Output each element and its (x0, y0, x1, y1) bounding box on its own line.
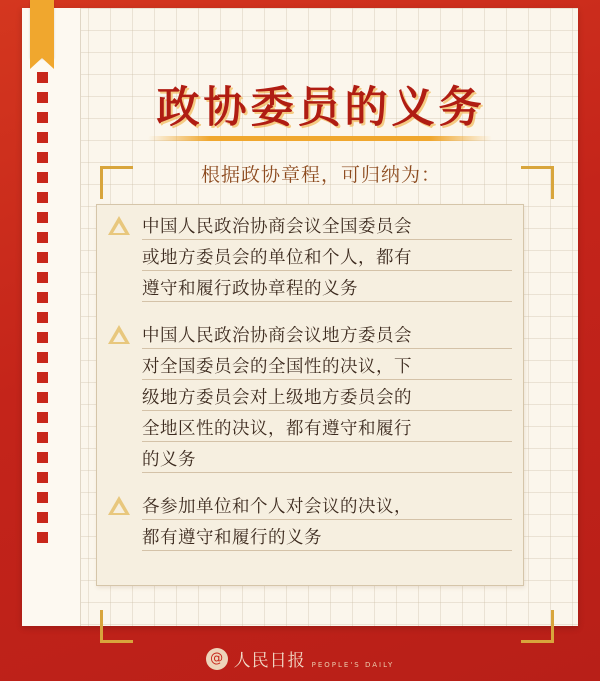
corner-bracket-bottom-right-icon (521, 610, 554, 643)
at-mark-icon: @ (206, 648, 228, 670)
triangle-bullet-icon (108, 325, 130, 344)
text-line: 都有遵守和履行的义务 (142, 523, 518, 554)
obligation-list (104, 212, 518, 570)
title-underline (148, 136, 492, 141)
text-line: 的义务 (142, 445, 518, 476)
list-item-text (142, 321, 518, 476)
publisher-logo (206, 646, 395, 671)
bookmark-ribbon-icon (30, 0, 54, 58)
perforation-strip (37, 72, 48, 570)
text-line: 各参加单位和个人对会议的决议， (142, 492, 518, 523)
text-line: 全地区性的决议，都有遵守和履行 (142, 414, 518, 445)
text-line: 级地方委员会对上级地方委员会的 (142, 383, 518, 414)
publisher-name-cn: 人民日报 (233, 651, 306, 671)
list-item (104, 321, 518, 476)
triangle-bullet-icon (108, 496, 130, 515)
triangle-bullet-icon (108, 216, 130, 235)
page-title: 政协委员的义务 (156, 83, 486, 133)
list-item (104, 212, 518, 305)
list-item-text (142, 492, 518, 554)
page-subtitle: 根据政协章程，可归纳为： (200, 164, 441, 186)
text-line: 中国人民政治协商会议全国委员会 (142, 212, 518, 243)
list-item-text (142, 212, 518, 305)
footer (0, 646, 600, 671)
text-line: 或地方委员会的单位和个人，都有 (142, 243, 518, 274)
publisher-name-en: PEOPLE'S DAILY (311, 661, 395, 669)
text-line: 对全国委员会的全国性的决议，下 (142, 352, 518, 383)
paper-spine (22, 8, 81, 626)
corner-bracket-bottom-left-icon (100, 610, 133, 643)
list-item (104, 492, 518, 554)
text-line: 中国人民政治协商会议地方委员会 (142, 321, 518, 352)
text-line: 遵守和履行政协章程的义务 (142, 274, 518, 305)
